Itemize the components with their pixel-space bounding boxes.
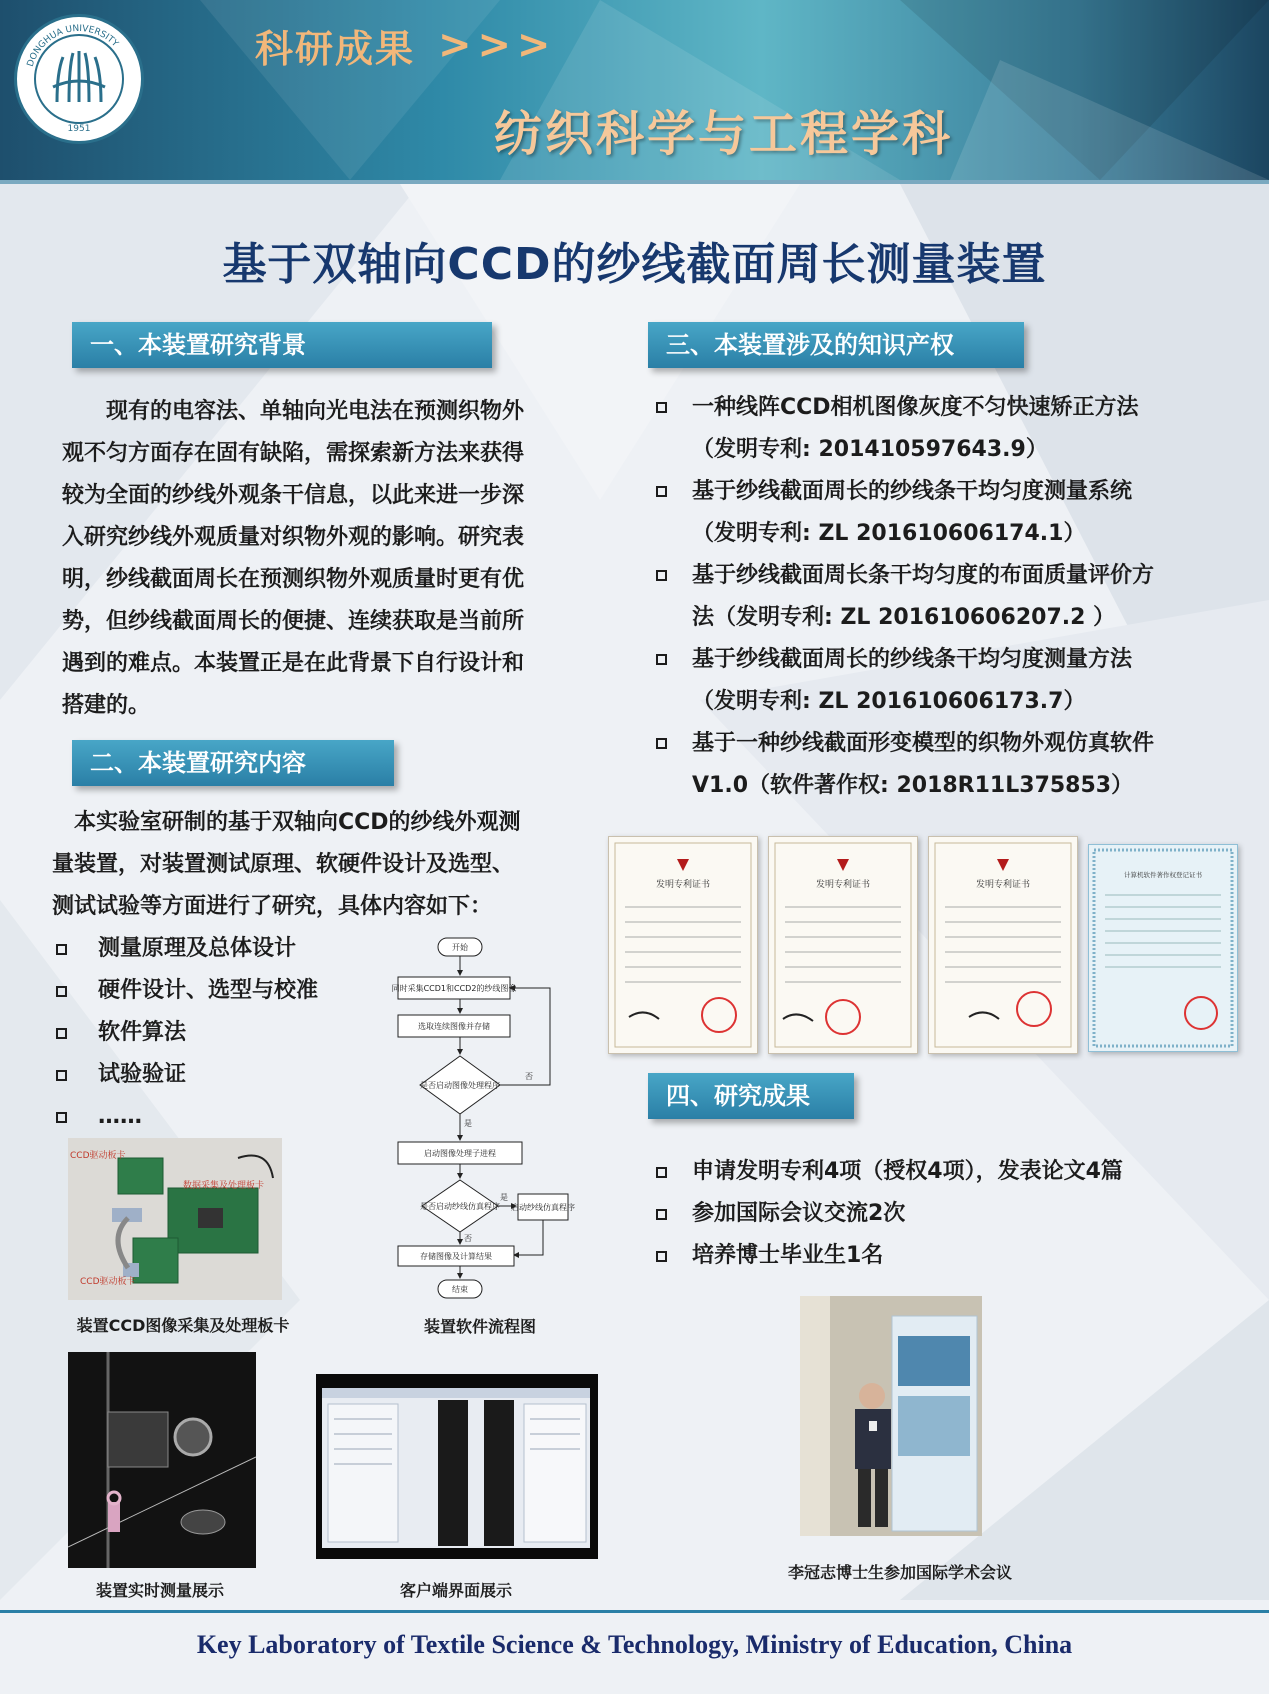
square-bullet-icon xyxy=(656,486,667,497)
list-item: 参加国际会议交流2次 xyxy=(650,1193,1210,1235)
paragraph-line: 势，但纱线截面周长的便捷、连续获取是当前所 xyxy=(62,609,525,634)
device-caption: 装置实时测量展示 xyxy=(95,1581,224,1600)
patent-certificate xyxy=(768,836,918,1054)
board-label-ccd1: CCD驱动板卡 xyxy=(70,1151,126,1161)
list-item: …… xyxy=(52,1096,382,1138)
conference-caption: 李冠志博士生参加国际学术会议 xyxy=(787,1563,1012,1582)
svg-text:1951: 1951 xyxy=(67,124,91,134)
svg-text:结束: 结束 xyxy=(452,1285,468,1294)
svg-text:是: 是 xyxy=(500,1193,508,1202)
footer-lab-name: Key Laboratory of Textile Science & Technology, Ministry of Education, China xyxy=(196,1630,1073,1659)
results-list xyxy=(650,1151,1210,1277)
client-ui-photo xyxy=(316,1374,598,1559)
paragraph-line: 明，纱线截面周长在预测织物外观质量时更有优 xyxy=(62,567,525,592)
list-item: 软件算法 xyxy=(52,1012,382,1054)
section-tagline: 科研成果 xyxy=(255,27,416,71)
svg-text:计算机软件著作权登记证书: 计算机软件著作权登记证书 xyxy=(1124,871,1202,879)
discipline-title: 纺织科学与工程学科 xyxy=(494,106,954,162)
svg-text:是否启动纱线仿真程序: 是否启动纱线仿真程序 xyxy=(420,1202,500,1211)
list-item: 基于纱线截面周长条干均匀度的布面质量评价方 法（发明专利: ZL 201610606207.2 ） xyxy=(650,555,1210,639)
page-title: 基于双轴向CCD的纱线截面周长测量装置 xyxy=(222,239,1047,290)
square-bullet-icon xyxy=(56,1070,67,1081)
square-bullet-icon xyxy=(56,944,67,955)
square-bullet-icon xyxy=(56,1112,67,1123)
content-list xyxy=(52,928,382,1138)
list-item: 基于纱线截面周长的纱线条干均匀度测量方法 （发明专利: ZL 201610606173.7） xyxy=(650,639,1210,723)
header-divider xyxy=(0,180,1269,184)
chevron-right-icon: > > > xyxy=(438,22,547,68)
square-bullet-icon xyxy=(656,402,667,413)
svg-text:启动图像处理子进程: 启动图像处理子进程 xyxy=(424,1149,496,1158)
paragraph-line: 本实验室研制的基于双轴向CCD的纱线外观测 xyxy=(52,810,521,835)
section-heading-content: 二、本装置研究内容 xyxy=(72,740,394,786)
list-item: 基于一种纱线截面形变模型的织物外观仿真软件 V1.0（软件著作权: 2018R11L375853） xyxy=(650,723,1210,807)
university-logo xyxy=(14,14,144,144)
list-item: 试验验证 xyxy=(52,1054,382,1096)
list-item: 硬件设计、选型与校准 xyxy=(52,970,382,1012)
conference-photo xyxy=(800,1296,982,1536)
board-caption: 装置CCD图像采集及处理板卡 xyxy=(76,1316,290,1335)
square-bullet-icon xyxy=(56,1028,67,1039)
software-flowchart xyxy=(380,930,580,1305)
svg-text:否: 否 xyxy=(525,1072,533,1081)
device-photo xyxy=(68,1352,256,1568)
list-item: 基于纱线截面周长的纱线条干均匀度测量系统 （发明专利: ZL 201610606174.1） xyxy=(650,471,1210,555)
paragraph-line: 较为全面的纱线外观条干信息，以此来进一步深 xyxy=(62,483,525,508)
header-banner xyxy=(0,0,1269,180)
section-heading-ip: 三、本装置涉及的知识产权 xyxy=(648,322,1024,368)
list-item: 申请发明专利4项（授权4项），发表论文4篇 xyxy=(650,1151,1210,1193)
paragraph-line: 搭建的。 xyxy=(62,693,151,718)
square-bullet-icon xyxy=(656,1251,667,1262)
svg-text:DONGHUA UNIVERSITY: DONGHUA UNIVERSITY xyxy=(25,23,120,69)
square-bullet-icon xyxy=(656,1167,667,1178)
svg-text:选取连续图像并存储: 选取连续图像并存储 xyxy=(418,1022,490,1031)
flowchart-caption: 装置软件流程图 xyxy=(423,1317,536,1336)
client-caption: 客户端界面展示 xyxy=(399,1581,512,1600)
footer-divider xyxy=(0,1610,1269,1613)
patent-certificate xyxy=(928,836,1078,1054)
section-heading-background: 一、本装置研究背景 xyxy=(72,322,492,368)
section-heading-results: 四、研究成果 xyxy=(648,1073,854,1119)
svg-text:发明专利证书: 发明专利证书 xyxy=(815,880,871,890)
square-bullet-icon xyxy=(656,1209,667,1220)
patent-certificate xyxy=(608,836,758,1054)
svg-text:存储图像及计算结果: 存储图像及计算结果 xyxy=(420,1252,492,1261)
content-paragraph xyxy=(52,802,592,928)
paragraph-line: 测试试验等方面进行了研究，具体内容如下： xyxy=(52,894,493,919)
svg-text:否: 否 xyxy=(464,1234,472,1243)
paragraph-line: 遇到的难点。本装置正是在此背景下自行设计和 xyxy=(62,651,525,676)
paragraph-line: 观不匀方面存在固有缺陷，需探索新方法来获得 xyxy=(62,441,525,466)
ip-list xyxy=(650,387,1210,807)
svg-text:是: 是 xyxy=(464,1119,472,1128)
svg-text:发明专利证书: 发明专利证书 xyxy=(655,880,711,890)
list-item: 一种线阵CCD相机图像灰度不匀快速矫正方法 （发明专利: 201410597643.9） xyxy=(650,387,1210,471)
paragraph-line: 现有的电容法、单轴向光电法在预测织物外 xyxy=(62,399,525,424)
square-bullet-icon xyxy=(656,654,667,665)
svg-text:发明专利证书: 发明专利证书 xyxy=(975,880,1031,890)
board-label-daq: 数据采集及处理板卡 xyxy=(183,1181,265,1191)
svg-text:是否启动图像处理程序: 是否启动图像处理程序 xyxy=(420,1081,500,1090)
svg-text:同时采集CCD1和CCD2的纱线图像: 同时采集CCD1和CCD2的纱线图像 xyxy=(391,984,517,993)
square-bullet-icon xyxy=(656,738,667,749)
svg-text:开始: 开始 xyxy=(452,943,468,952)
list-item: 测量原理及总体设计 xyxy=(52,928,382,970)
paragraph-line: 量装置，对装置测试原理、软硬件设计及选型、 xyxy=(52,852,515,877)
square-bullet-icon xyxy=(656,570,667,581)
software-copyright-certificate xyxy=(1088,844,1238,1052)
board-label-ccd2: CCD驱动板卡 xyxy=(80,1277,136,1287)
board-photo xyxy=(68,1138,282,1300)
square-bullet-icon xyxy=(56,986,67,997)
paragraph-line: 入研究纱线外观质量对织物外观的影响。研究表 xyxy=(62,525,525,550)
svg-text:启动纱线仿真程序: 启动纱线仿真程序 xyxy=(511,1203,575,1212)
list-item: 培养博士毕业生1名 xyxy=(650,1235,1210,1277)
background-paragraph xyxy=(62,391,582,727)
